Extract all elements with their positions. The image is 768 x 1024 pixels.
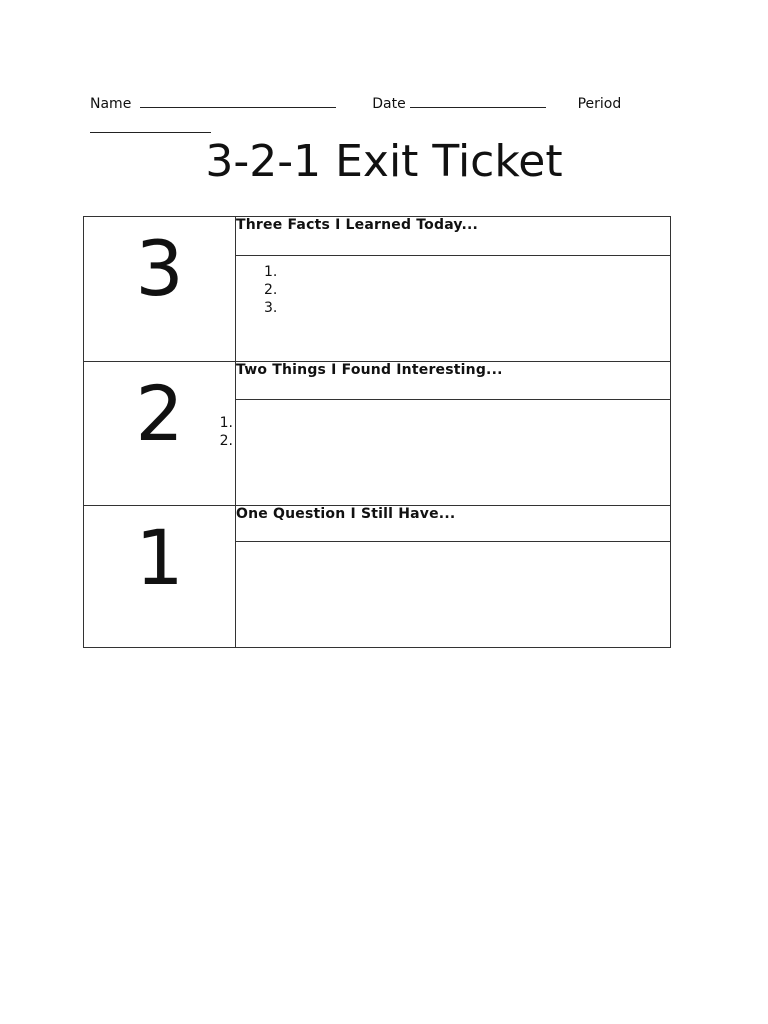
section-two-prompt: Two Things I Found Interesting... <box>236 362 671 400</box>
period-label: Period <box>577 96 622 112</box>
section-three-list <box>264 263 670 317</box>
section-two-answer-area[interactable] <box>236 400 671 506</box>
section-three-number: 3 <box>135 224 184 313</box>
exit-ticket-table <box>83 216 671 648</box>
student-info-line <box>90 93 621 113</box>
list-item: 2. <box>219 433 233 449</box>
section-two-list <box>220 414 233 450</box>
period-blank[interactable] <box>90 118 211 133</box>
name-label: Name <box>90 96 132 112</box>
section-one-answer-area[interactable] <box>236 542 671 648</box>
section-one-prompt-row <box>84 506 671 542</box>
section-one-number: 1 <box>135 513 184 602</box>
section-three-prompt: Three Facts I Learned Today... <box>236 217 671 256</box>
name-blank[interactable] <box>140 93 336 108</box>
section-two-number: 2 <box>135 369 184 458</box>
section-one-number-cell <box>84 506 236 648</box>
section-two-prompt-row <box>84 362 671 400</box>
section-three-number-cell <box>84 217 236 362</box>
date-label: Date <box>372 96 406 112</box>
list-item: 1. <box>264 264 278 280</box>
section-one-prompt: One Question I Still Have... <box>236 506 671 542</box>
section-two-number-cell <box>84 362 236 506</box>
section-three-answer-area[interactable] <box>236 256 671 362</box>
page-title: 3-2-1 Exit Ticket <box>205 136 563 187</box>
period-blank-line <box>90 118 211 137</box>
list-item: 3. <box>264 300 278 316</box>
list-item: 2. <box>264 282 278 298</box>
list-item: 1. <box>219 415 233 431</box>
date-blank[interactable] <box>410 93 546 108</box>
section-three-prompt-row <box>84 217 671 256</box>
